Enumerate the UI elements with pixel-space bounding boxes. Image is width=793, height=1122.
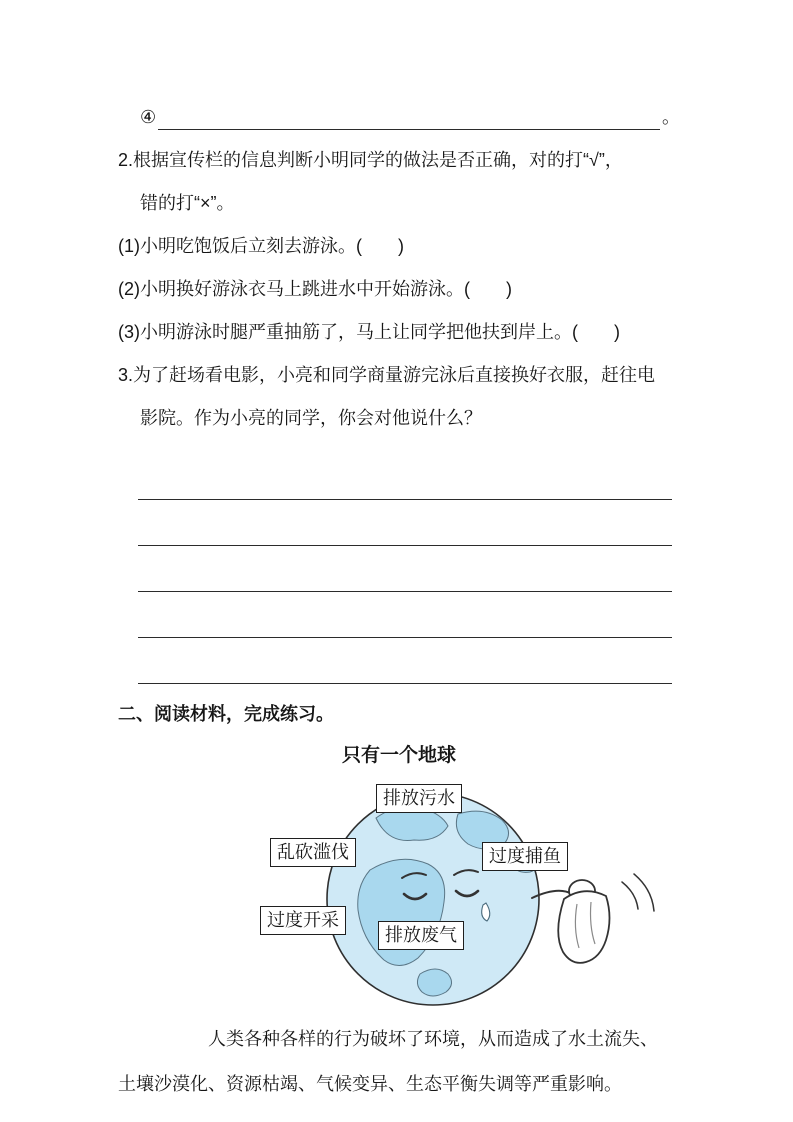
answer-line	[138, 454, 672, 500]
item-4-period: 。	[662, 107, 680, 127]
question-2-stem-line-1: 2.根据宣传栏的信息判断小明同学的做法是否正确，对的打“√”，	[118, 150, 623, 170]
question-2-item-2: (2)小明换好游泳衣马上跳进水中开始游泳。( )	[118, 279, 512, 299]
worksheet-content	[118, 96, 680, 1107]
answer-line	[138, 500, 672, 546]
reading-paragraph-line-1: 人类各种各样的行为破坏了环境，从而造成了水土流失、	[208, 1029, 658, 1049]
reading-paragraph-line-2: 土壤沙漠化、资源枯竭、气候变异、生态平衡失调等严重影响。	[118, 1074, 622, 1094]
answer-line	[138, 638, 672, 684]
answer-line	[138, 592, 672, 638]
question-2-stem-line-2: 错的打“×”。	[140, 193, 235, 213]
item-4-marker: ④	[140, 107, 157, 127]
earth-label-bottom-center: 排放废气	[378, 921, 464, 950]
section-2-heading: 二、阅读材料，完成练习。	[118, 704, 334, 724]
earth-illustration	[118, 776, 680, 1011]
question-2-item-3: (3)小明游泳时腿严重抽筋了，马上让同学把他扶到岸上。( )	[118, 322, 620, 342]
question-2-item-1: (1)小明吃饱饭后立刻去游泳。( )	[118, 236, 404, 256]
earth-label-bottom-left: 过度开采	[260, 906, 346, 935]
item-4-blank-line	[158, 97, 660, 130]
answer-line	[138, 546, 672, 592]
question-3-stem-line-2: 影院。作为小亮的同学，你会对他说什么？	[140, 408, 482, 428]
earth-label-right: 过度捕鱼	[482, 842, 568, 871]
question-3-stem-line-1: 3.为了赶场看电影，小亮和同学商量游完泳后直接换好衣服，赶往电	[118, 365, 656, 385]
reading-title: 只有一个地球	[341, 745, 456, 766]
earth-label-left: 乱砍滥伐	[270, 838, 356, 867]
question-blank-item-4	[118, 96, 680, 139]
answer-area	[118, 454, 680, 684]
earth-label-top: 排放污水	[376, 784, 462, 813]
